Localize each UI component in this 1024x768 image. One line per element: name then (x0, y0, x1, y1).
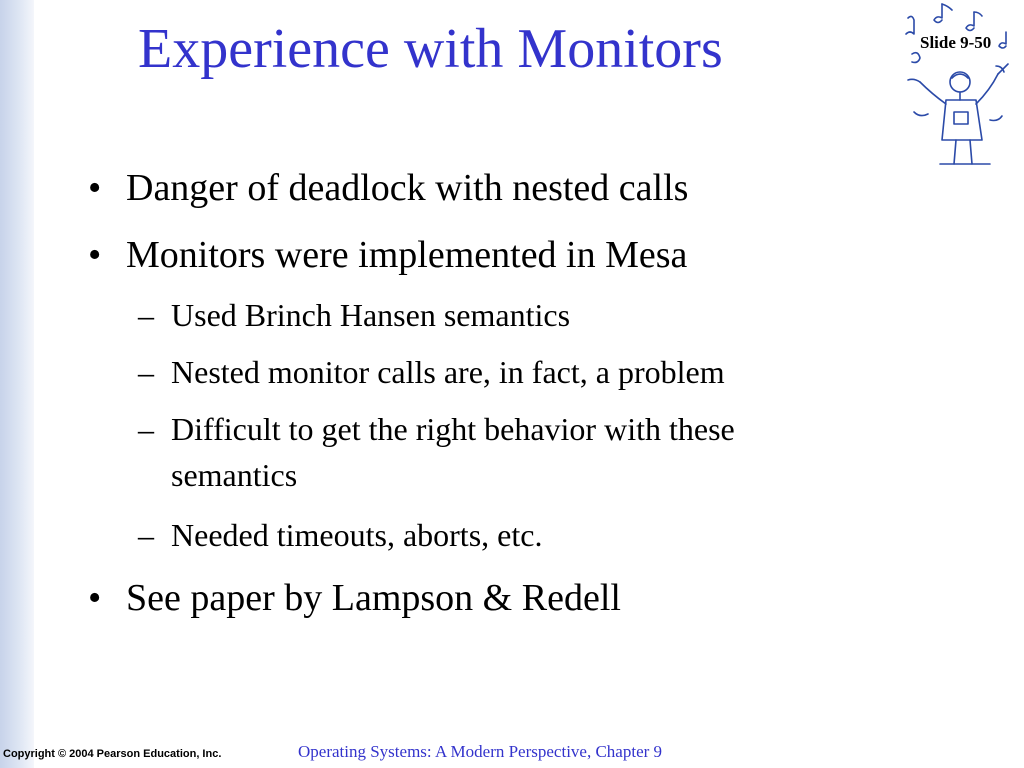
slide-number: Slide 9-50 (920, 33, 992, 52)
bullet-text: Monitors were implemented in Mesa (126, 234, 688, 276)
sub-bullet-item (138, 292, 898, 338)
bullet-mark: • (88, 167, 102, 209)
sub-bullet-text: Difficult to get the right behavior with these (171, 411, 735, 447)
sub-bullet-item (138, 406, 898, 498)
copyright-notice: Copyright © 2004 Pearson Education, Inc. (3, 748, 222, 760)
bullet-text: See paper by Lampson & Redell (126, 577, 621, 619)
sub-bullet-mark: – (138, 297, 154, 333)
chapter-footer: Operating Systems: A Modern Perspective, Chapter 9 (298, 742, 663, 761)
sub-bullet-mark: – (138, 411, 154, 447)
sub-bullet-item (138, 512, 898, 558)
sub-bullet-text: Nested monitor calls are, in fact, a problem (171, 354, 725, 390)
sub-bullet-item (138, 349, 898, 395)
music-figure-icon (898, 2, 1022, 172)
sub-bullet-mark: – (138, 354, 154, 390)
sub-bullet-mark: – (138, 517, 154, 553)
bullet-item (88, 165, 848, 211)
bullet-item (88, 232, 848, 278)
slide-title: Experience with Monitors (138, 18, 723, 80)
sub-bullet-text: Used Brinch Hansen semantics (171, 297, 571, 333)
bullet-text: Danger of deadlock with nested calls (126, 167, 689, 209)
bullet-mark: • (88, 577, 102, 619)
sub-bullet-text: Needed timeouts, aborts, etc. (171, 517, 543, 553)
sub-bullet-continuation: semantics (171, 457, 298, 493)
bullet-item (88, 575, 848, 621)
bullet-mark: • (88, 234, 102, 276)
